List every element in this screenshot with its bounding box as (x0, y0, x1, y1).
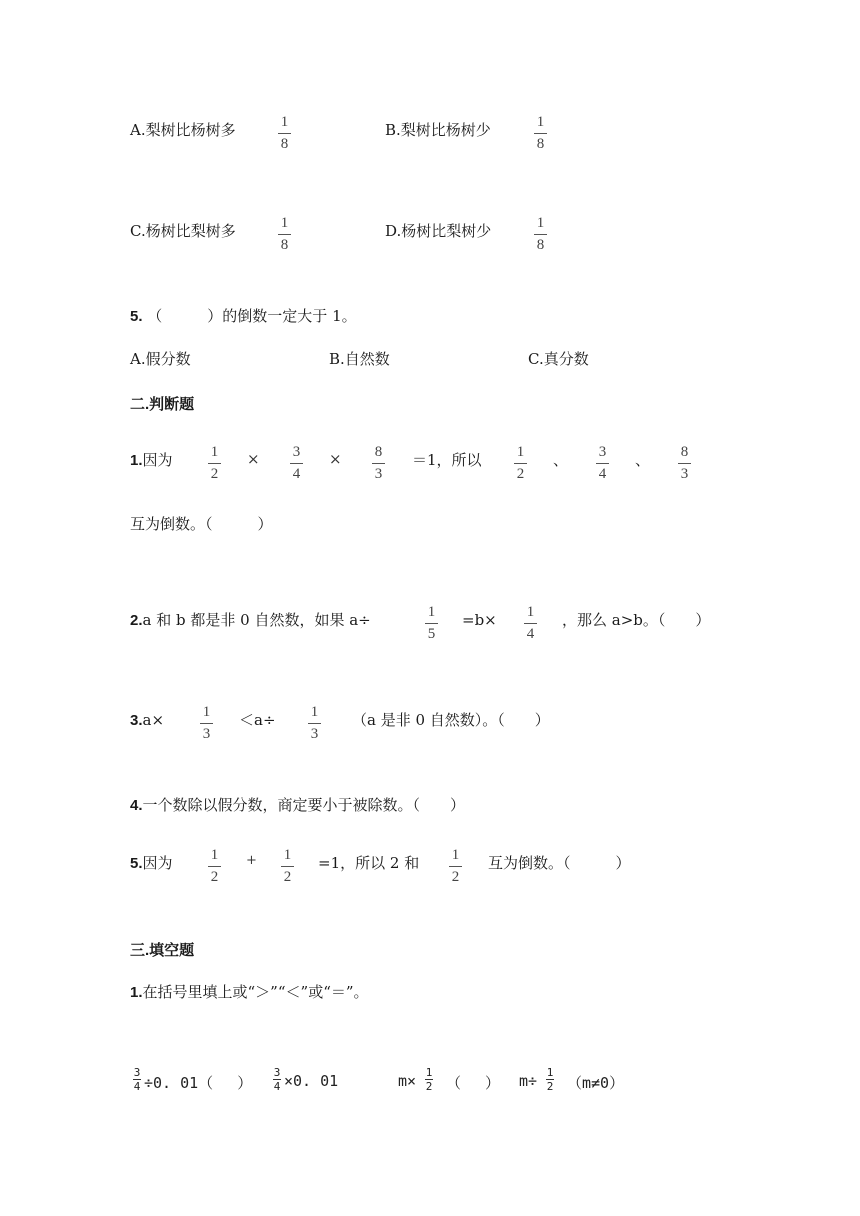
expr-fraction-a (133, 1067, 141, 1092)
question-text: （ ）的倒数一定大于 1。 (147, 307, 357, 325)
judge-2-fraction-1 (425, 604, 438, 642)
prefix-text: 因为 (142, 451, 173, 469)
item-number: 4. (130, 797, 143, 814)
judge-1-fraction-3 (372, 444, 385, 482)
judge-2-mid: =b× (462, 611, 497, 629)
expr-times-001: ×0. 01 (284, 1072, 339, 1090)
judge-3-fraction-2 (308, 704, 321, 742)
prefix-text: a× (142, 711, 165, 729)
q5-option-c: C.真分数 (528, 350, 589, 368)
judge-2-prefix (130, 610, 371, 631)
denominator: 2 (516, 466, 525, 482)
question-number: 5. (130, 308, 143, 325)
judge-5-fraction-2 (281, 847, 294, 885)
times-sign: × (329, 450, 342, 468)
option-a-label: A.梨树比杨树多 (130, 121, 236, 139)
denominator: 2 (210, 869, 219, 885)
judge-3-prefix (130, 710, 164, 731)
judge-1-fraction-4 (514, 444, 527, 482)
fill-1 (130, 982, 369, 1003)
expr-fraction-c (425, 1067, 433, 1092)
numerator: 1 (280, 215, 289, 231)
item-text: 在括号里填上或“＞”“＜”或“＝”。 (142, 983, 369, 1001)
separator: 、 (553, 451, 569, 469)
option-a-fraction (278, 114, 291, 152)
item-number: 1. (130, 984, 143, 1001)
denominator: 8 (280, 237, 289, 253)
numerator: 1 (546, 1066, 554, 1079)
denominator: 3 (374, 466, 383, 482)
section-2-title: 二.判断题 (130, 396, 195, 413)
numerator: 1 (280, 114, 289, 130)
option-c-label: C.杨树比梨树多 (130, 222, 236, 240)
expr-fraction-d (546, 1067, 554, 1092)
denominator: 3 (202, 726, 211, 742)
judge-4 (130, 795, 465, 816)
separator: 、 (635, 451, 651, 469)
numerator: 3 (273, 1066, 281, 1079)
judge-1-prefix (130, 450, 173, 471)
numerator: 8 (374, 444, 383, 460)
plus-sign: + (246, 853, 257, 868)
option-c-fraction (278, 215, 291, 253)
denominator: 4 (526, 626, 535, 642)
option-d-fraction (534, 215, 547, 253)
numerator: 1 (283, 847, 292, 863)
denominator: 5 (427, 626, 436, 642)
denominator: 4 (292, 466, 301, 482)
denominator: 8 (536, 237, 545, 253)
expr-fraction-b (273, 1067, 281, 1092)
option-b-label: B.梨树比杨树少 (385, 121, 491, 139)
judge-5-suffix: 互为倒数。（ ） (488, 854, 631, 872)
judge-5-mid: =1，所以 2 和 (318, 854, 420, 872)
denominator: 3 (310, 726, 319, 742)
numerator: 1 (210, 847, 219, 863)
denominator: 8 (536, 136, 545, 152)
numerator: 1 (202, 704, 211, 720)
numerator: 1 (526, 604, 535, 620)
numerator: 1 (516, 444, 525, 460)
item-text: 一个数除以假分数，商定要小于被除数。（ ） (142, 796, 466, 814)
prefix-text: 因为 (142, 854, 173, 872)
prefix-text: a 和 b 都是非 0 自然数，如果 a÷ (142, 611, 371, 629)
numerator: 1 (536, 114, 545, 130)
judge-2-suffix: ，那么 a>b。（ ） (562, 611, 711, 629)
judge-3-fraction-1 (200, 704, 213, 742)
judge-5-fraction-3 (449, 847, 462, 885)
equals-text: ＝1，所以 (412, 451, 482, 469)
expr-condition: （m≠0） (567, 1074, 625, 1092)
judge-3-mid: ＜a÷ (239, 711, 276, 729)
item-number: 3. (130, 712, 143, 729)
item-number: 2. (130, 612, 143, 629)
denominator: 4 (598, 466, 607, 482)
denominator: 2 (451, 869, 460, 885)
q5-option-b: B.自然数 (329, 350, 390, 368)
q5-option-a: A.假分数 (130, 350, 191, 368)
times-sign: × (247, 450, 260, 468)
denominator: 2 (425, 1080, 433, 1093)
judge-5-prefix (130, 853, 173, 874)
numerator: 8 (680, 444, 689, 460)
numerator: 1 (536, 215, 545, 231)
judge-5-fraction-1 (208, 847, 221, 885)
denominator: 3 (680, 466, 689, 482)
judge-3-suffix: （a 是非 0 自然数）。（ ） (352, 711, 550, 729)
option-d-label: D.杨树比梨树少 (385, 222, 492, 240)
item-number: 5. (130, 855, 143, 872)
numerator: 1 (310, 704, 319, 720)
denominator: 2 (283, 869, 292, 885)
numerator: 3 (133, 1066, 141, 1079)
numerator: 1 (425, 1066, 433, 1079)
denominator: 2 (546, 1080, 554, 1093)
question-5 (130, 306, 357, 327)
numerator: 3 (292, 444, 301, 460)
denominator: 4 (133, 1080, 141, 1093)
judge-1-fraction-5 (596, 444, 609, 482)
numerator: 3 (598, 444, 607, 460)
expr-m-times: m× (398, 1072, 417, 1090)
expr-m-div: m÷ (519, 1072, 538, 1090)
denominator: 8 (280, 136, 289, 152)
judge-1-fraction-6 (678, 444, 691, 482)
numerator: 1 (427, 604, 436, 620)
numerator: 1 (210, 444, 219, 460)
option-b-fraction (534, 114, 547, 152)
item-number: 1. (130, 452, 143, 469)
judge-1-fraction-2 (290, 444, 303, 482)
judge-1-continuation: 互为倒数。（ ） (130, 515, 273, 533)
expr-blank: （ ） (446, 1074, 501, 1092)
denominator: 4 (273, 1080, 281, 1093)
denominator: 2 (210, 466, 219, 482)
judge-1-fraction-1 (208, 444, 221, 482)
expr-div-001: ÷0. 01（ ） (144, 1074, 253, 1092)
section-3-title: 三.填空题 (130, 942, 195, 959)
numerator: 1 (451, 847, 460, 863)
judge-2-fraction-2 (524, 604, 537, 642)
